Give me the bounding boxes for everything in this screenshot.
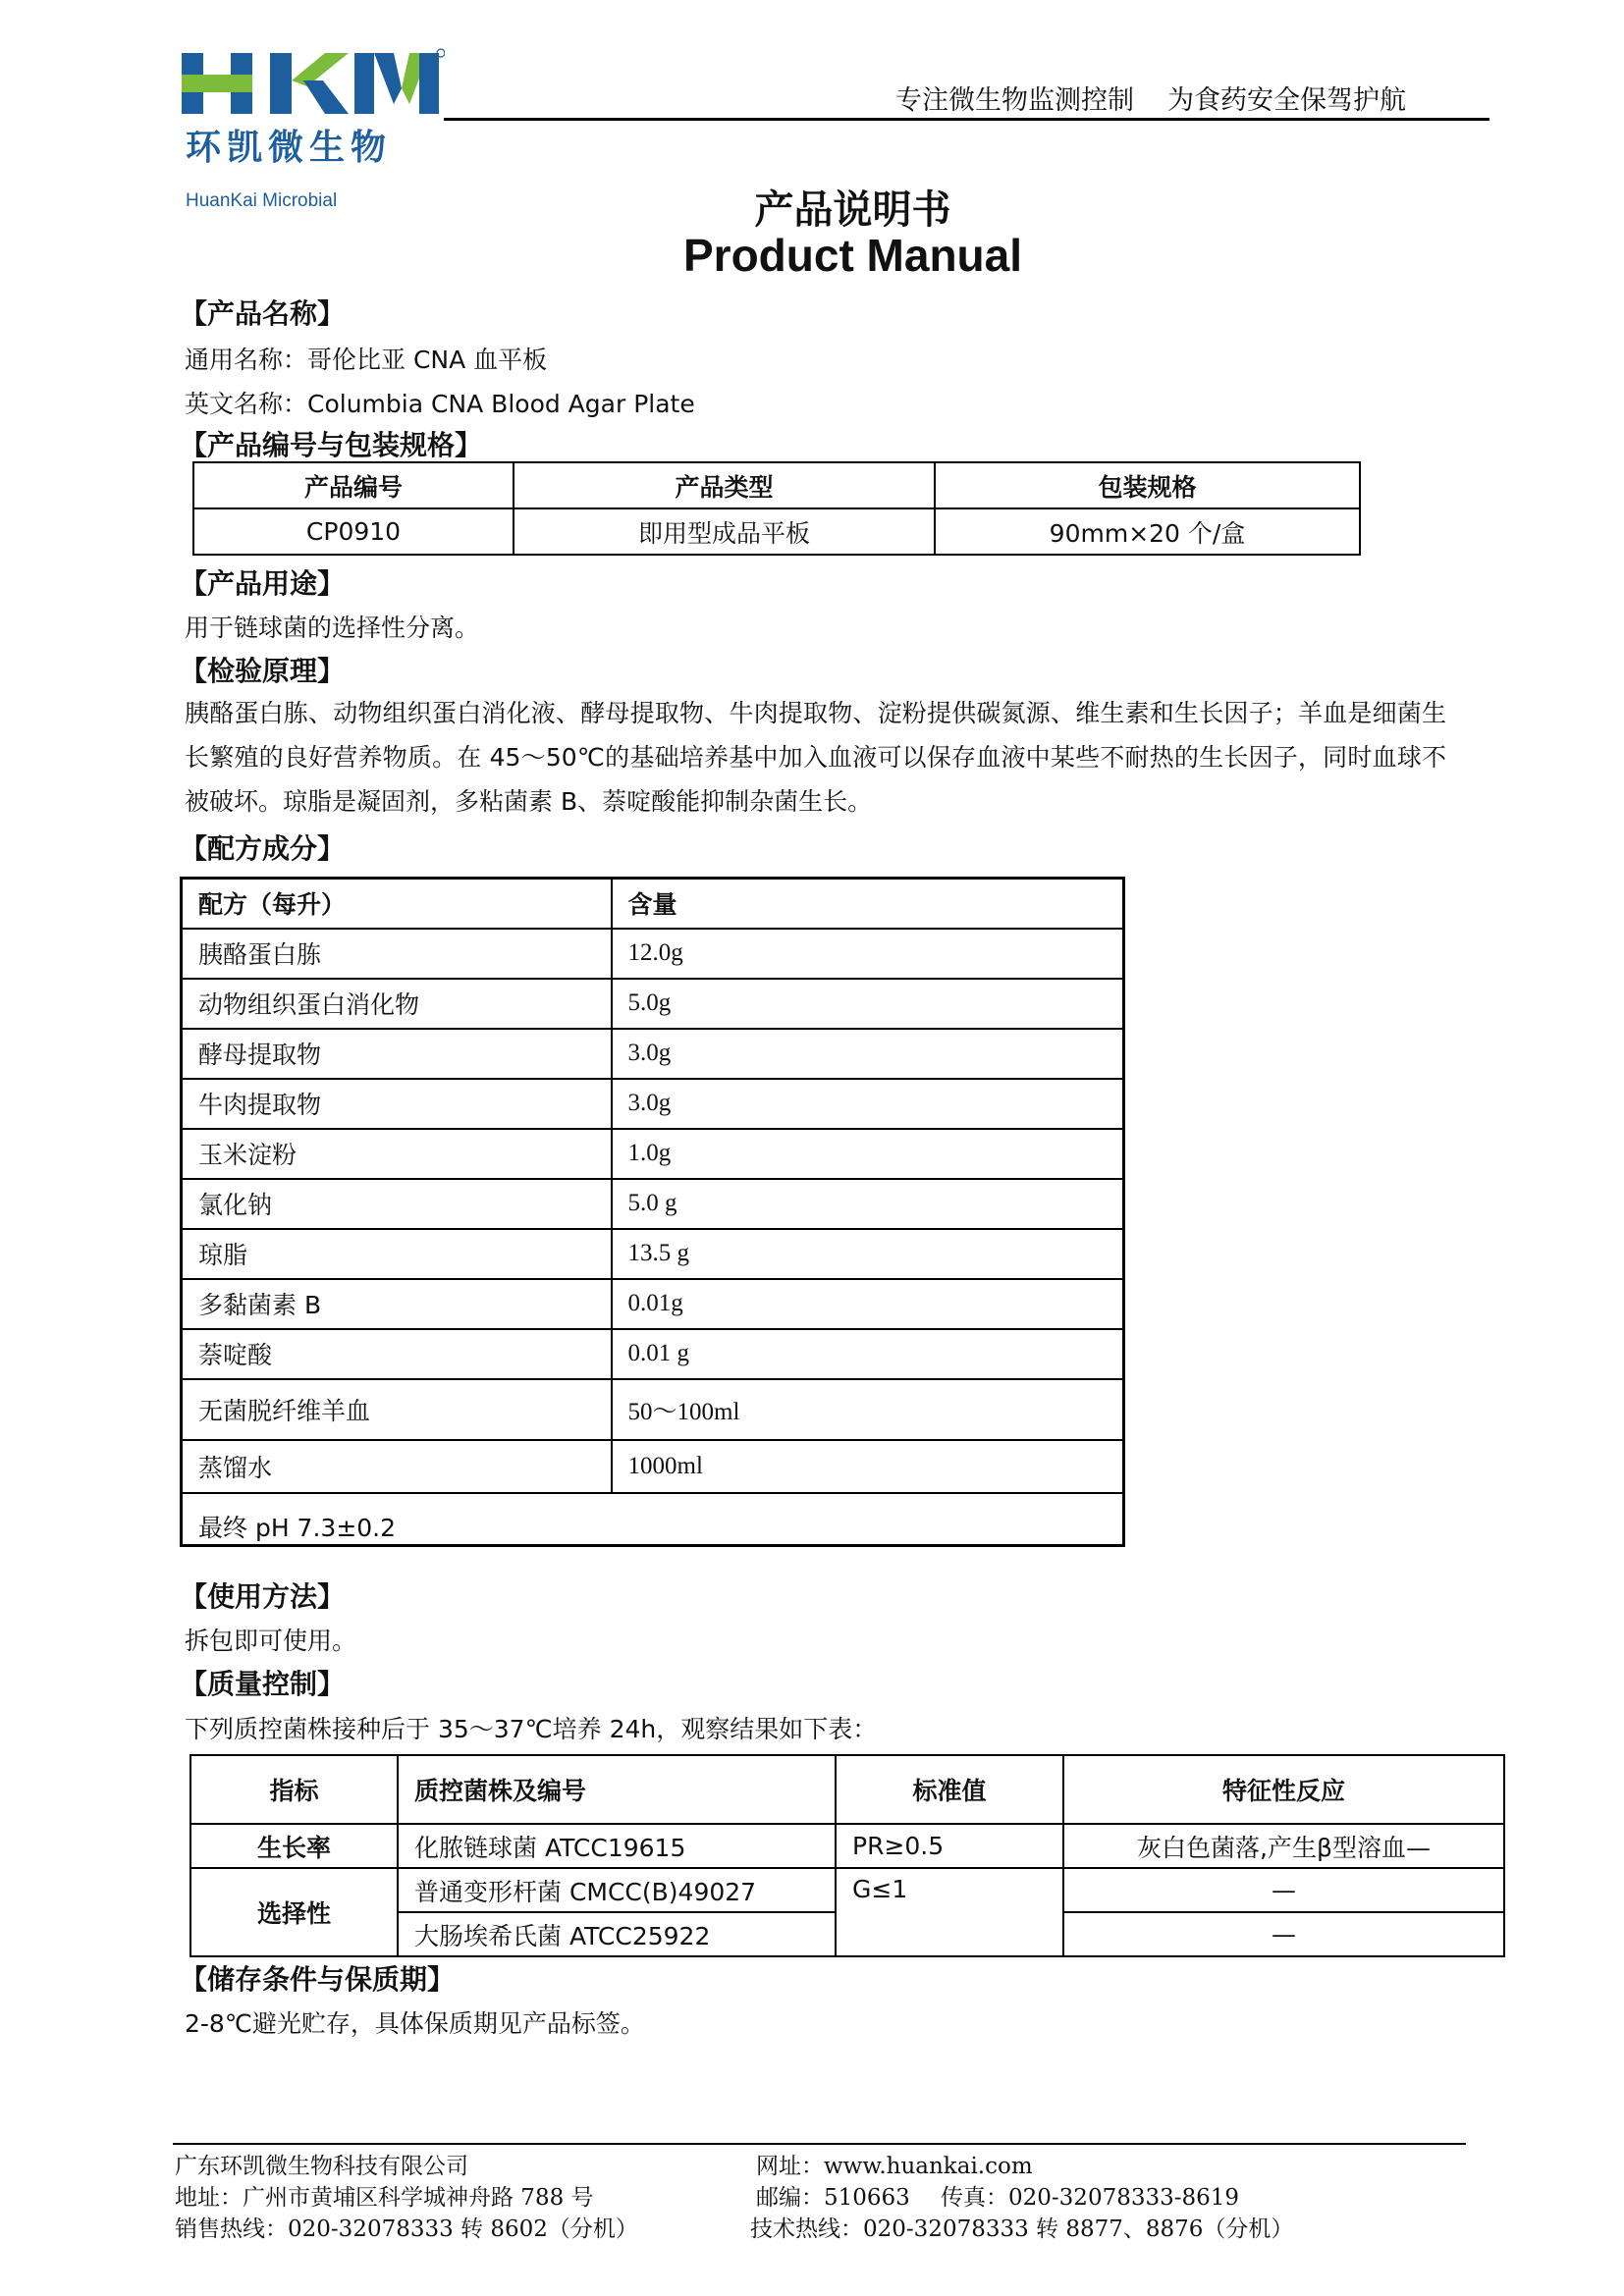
ingredient-name: 氯化钠 [182,1179,612,1229]
qc-row-growth [190,1824,1504,1868]
section-heading-code-spec: 【产品编号与包装规格】 [180,429,483,461]
formula-row [182,929,1124,979]
qc-selectivity-strain: 普通变形杆菌 CMCC(B)49027 [398,1868,836,1912]
header-slogan [895,79,1406,117]
formula-ingredient-header: 配方（每升） [182,879,612,929]
title-english: Product Manual [682,230,1023,281]
formula-row [182,1229,1124,1279]
method-text: 拆包即可使用。 [185,1627,357,1655]
formula-table [180,877,1125,1547]
qc-table [189,1754,1505,1957]
footer-sales-hotline: 销售热线：020-32078333 转 8602（分机） [175,2216,638,2242]
section-heading-qc: 【质量控制】 [180,1668,346,1700]
ingredient-name: 多黏菌素 B [182,1279,612,1329]
english-name: 英文名称：Columbia CNA Blood Agar Plate [185,390,695,418]
ingredient-name: 蒸馏水 [182,1440,612,1493]
ingredient-name: 琼脂 [182,1229,612,1279]
title-chinese: 产品说明书 [754,187,951,233]
company-logo [180,47,445,211]
footer-website[interactable]: 网址：www.huankai.com [756,2154,1033,2179]
product-table-row [193,508,1360,555]
ingredient-amount: 5.0g [612,979,1124,1029]
qc-strain-header: 质控菌株及编号 [398,1755,836,1824]
qc-table-header [190,1755,1504,1824]
ingredient-amount: 3.0g [612,1029,1124,1079]
formula-row [182,1079,1124,1129]
ingredient-amount: 13.5 g [612,1229,1124,1279]
formula-table-header [182,879,1124,929]
footer-tech-hotline: 技术热线：020-32078333 转 8877、8876（分机） [750,2216,1294,2242]
storage-text: 2-8℃避光贮存，具体保质期见产品标签。 [185,2009,645,2038]
ingredient-amount: 1.0g [612,1129,1124,1179]
section-heading-method: 【使用方法】 [180,1580,346,1613]
slogan-right: 为食药安全保驾护航 [1167,85,1406,116]
section-heading-product-name: 【产品名称】 [180,297,346,330]
section-heading-formula: 【配方成分】 [180,832,346,865]
section-heading-usage: 【产品用途】 [180,567,346,600]
ingredient-name: 胰酪蛋白胨 [182,929,612,979]
formula-row [182,1129,1124,1179]
product-code: CP0910 [193,508,514,555]
formula-row [182,1179,1124,1229]
footer-postcode: 邮编：510663 [756,2185,910,2211]
logo-english-name: HuanKai Microbial [186,190,338,211]
package-spec: 90mm×20 个/盒 [935,508,1360,555]
slogan-left: 专注微生物监测控制 [895,85,1134,116]
footer-address: 地址：广州市黄埔区科学城神舟路 788 号 [175,2185,594,2211]
qc-growth-reaction: 灰白色菌落,产生β型溶血— [1063,1824,1504,1868]
product-type-header: 产品类型 [514,462,935,508]
formula-row [182,979,1124,1029]
ingredient-amount: 12.0g [612,929,1124,979]
qc-standard-header: 标准值 [836,1755,1063,1824]
footer-company: 广东环凯微生物科技有限公司 [175,2154,468,2179]
ingredient-amount: 0.01 g [612,1329,1124,1379]
header-divider [444,118,1489,121]
qc-selectivity-reaction: — [1063,1868,1504,1912]
qc-row-selectivity [190,1868,1504,1912]
section-heading-storage: 【储存条件与保质期】 [180,1963,456,1996]
ingredient-amount: 0.01g [612,1279,1124,1329]
section-heading-principle: 【检验原理】 [180,655,346,687]
formula-row [182,1379,1124,1440]
qc-selectivity-standard: G≤1 [836,1868,1063,1956]
ingredient-amount: 1000ml [612,1440,1124,1493]
qc-indicator-header: 指标 [190,1755,398,1824]
package-spec-header: 包装规格 [935,462,1360,508]
formula-row [182,1329,1124,1379]
logo-chinese-name: 环凯微生物 [186,128,393,168]
formula-row [182,1029,1124,1079]
principle-text: 胰酪蛋白胨、动物组织蛋白消化液、酵母提取物、牛肉提取物、淀粉提供碳氮源、维生素和生长因子；羊血是细菌生长繁殖的良好营养物质。在 45～50℃的基础培养基中加入血液可以保存血液中某些不耐热的生长因子，同时血球不被破坏。琼脂是凝固剂，多粘菌素 B、萘啶酸能抑制杂菌生长。 [185,699,1446,816]
ingredient-name: 无菌脱纤维羊血 [182,1379,612,1440]
qc-growth-label: 生长率 [190,1824,398,1868]
product-table-header [193,462,1360,508]
ingredient-name: 动物组织蛋白消化物 [182,979,612,1029]
footer-fax: 传真：020-32078333-8619 [941,2185,1240,2211]
ingredient-amount: 5.0 g [612,1179,1124,1229]
usage-text: 用于链球菌的选择性分离。 [185,614,480,642]
product-code-header: 产品编号 [193,462,514,508]
ingredient-amount: 50～100ml [612,1379,1124,1440]
qc-selectivity-label: 选择性 [190,1868,398,1956]
formula-amount-header: 含量 [612,879,1124,929]
ingredient-name: 萘啶酸 [182,1329,612,1379]
qc-selectivity-strain: 大肠埃希氏菌 ATCC25922 [398,1912,836,1956]
common-name: 通用名称：哥伦比亚 CNA 血平板 [185,346,548,374]
ingredient-name: 酵母提取物 [182,1029,612,1079]
ingredient-amount: 3.0g [612,1079,1124,1129]
formula-row [182,1440,1124,1493]
ingredient-name: 牛肉提取物 [182,1079,612,1129]
final-ph-row [182,1493,1124,1546]
qc-growth-strain: 化脓链球菌 ATCC19615 [398,1824,836,1868]
formula-row [182,1279,1124,1329]
qc-reaction-header: 特征性反应 [1063,1755,1504,1824]
qc-selectivity-reaction: — [1063,1912,1504,1956]
qc-intro: 下列质控菌株接种后于 35～37℃培养 24h，观察结果如下表： [185,1715,878,1743]
hkm-logo-mark [180,47,445,120]
product-type: 即用型成品平板 [514,508,935,555]
ingredient-name: 玉米淀粉 [182,1129,612,1179]
final-ph: 最终 pH 7.3±0.2 [182,1493,1124,1546]
product-table [192,461,1361,556]
qc-growth-standard: PR≥0.5 [836,1824,1063,1868]
footer-divider [173,2143,1466,2145]
